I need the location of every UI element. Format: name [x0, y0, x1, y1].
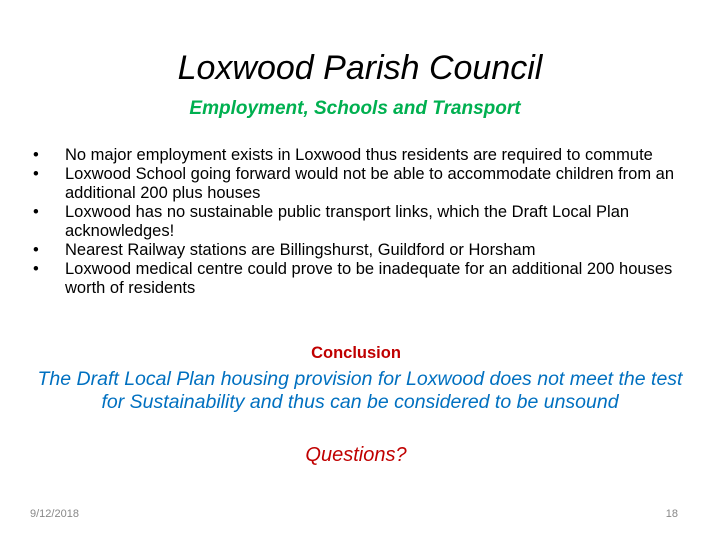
slide-subtitle: Employment, Schools and Transport — [189, 98, 521, 119]
bullet-item: • No major employment exists in Loxwood thus residents are required to commute — [33, 146, 683, 165]
bullet-item: • Loxwood School going forward would not be able to accommodate children from an additional 200 plus houses — [33, 165, 683, 203]
bullet-item: • Loxwood has no sustainable public transport links, which the Draft Local Plan acknowledges! — [33, 203, 683, 241]
conclusion-label: Conclusion — [311, 344, 401, 362]
bullet-list — [33, 146, 683, 298]
slide-title: Loxwood Parish Council — [177, 49, 543, 87]
bullet-item: • Nearest Railway stations are Billingshurst, Guildford or Horsham — [33, 241, 683, 260]
footer-date: 9/12/2018 — [30, 508, 79, 520]
page-number: 18 — [665, 508, 678, 520]
questions-text: Questions? — [305, 444, 407, 466]
conclusion-statement: The Draft Local Plan housing provision for Loxwood does not meet the test for Sustainability and thus can be considered to be unsound — [37, 368, 683, 413]
bullet-item: • Loxwood medical centre could prove to be inadequate for an additional 200 houses worth of residents — [33, 260, 683, 298]
